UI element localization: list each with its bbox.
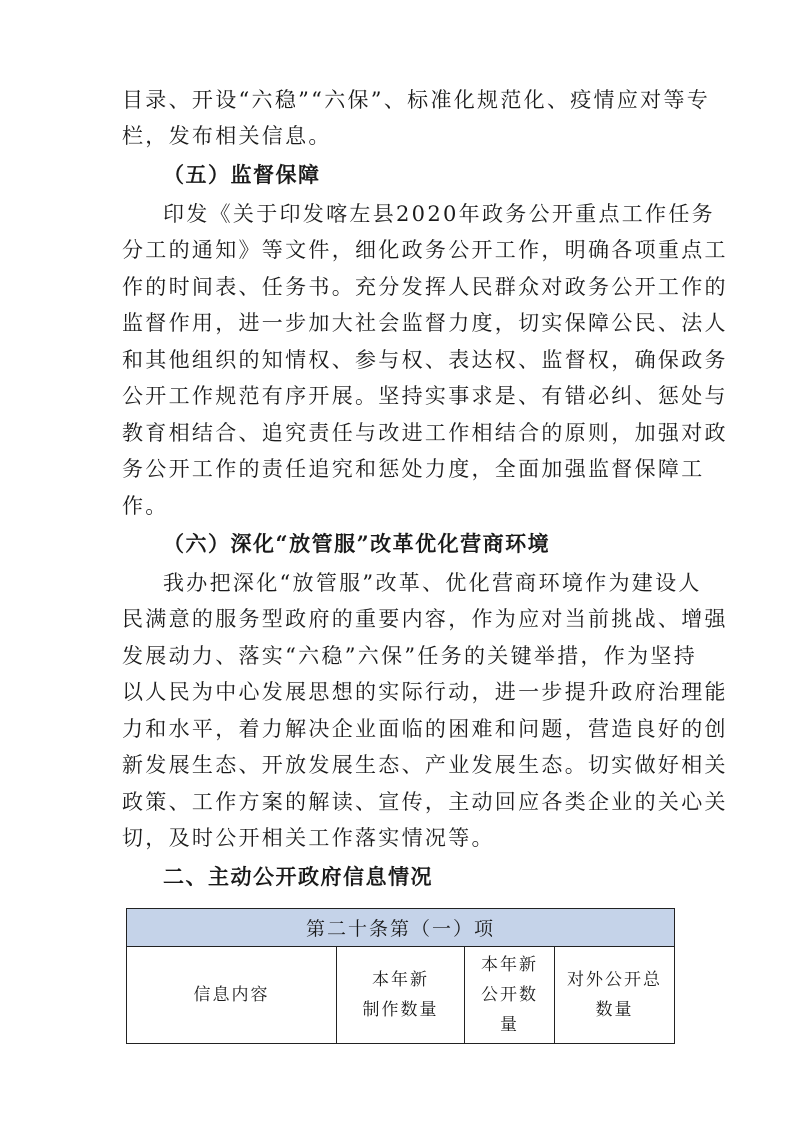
col-header-line: 本年新 (372, 970, 429, 990)
paragraph-line: 我办把深化“放管服”改革、优化营商环境作为建设人 (163, 571, 702, 595)
table-header-row (127, 947, 675, 1044)
paragraph-line: 政策、工作方案的解读、宣传，主动回应各类企业的关心关 (122, 790, 728, 814)
paragraph-line: 切，及时公开相关工作落实情况等。 (122, 826, 495, 850)
section-heading-reform: （六）深化“放管服”改革优化营商环境 (163, 531, 551, 556)
col-header-new-published (465, 947, 555, 1044)
paragraph-line: 民满意的服务型政府的重要内容，作为应对当前挑战、增强 (122, 607, 728, 631)
col-header-new-made (337, 947, 465, 1044)
col-header-line: 数量 (595, 1000, 634, 1020)
col-header-total-public (555, 947, 675, 1044)
paragraph-line: 务公开工作的责任追究和惩处力度，全面加强监督保障工 (122, 457, 705, 481)
col-header-line: 本年新 (481, 955, 538, 975)
paragraph-line: 作的时间表、任务书。充分发挥人民群众对政务公开工作的 (122, 275, 728, 299)
col-header-line: 量 (500, 1015, 519, 1035)
paragraph-line: 教育相结合、追究责任与改进工作相结合的原则，加强对政 (122, 421, 728, 445)
paragraph-line: 发展动力、落实“六稳”六保”任务的关键举措，作为坚持 (122, 644, 698, 668)
table-title: 第二十条第（一）项 (127, 909, 675, 947)
chapter-heading-public-info: 二、主动公开政府信息情况 (163, 864, 433, 889)
info-table (126, 908, 675, 1044)
paragraph-line: 监督作用，进一步加大社会监督力度，切实保障公民、法人 (122, 311, 728, 335)
paragraph-line: 新发展生态、开放发展生态、产业发展生态。切实做好相关 (122, 753, 728, 777)
section-heading-supervision: （五）监督保障 (163, 162, 321, 187)
table-title-row (127, 909, 675, 947)
paragraph-line: 栏，发布相关信息。 (122, 124, 332, 148)
paragraph-line: 印发《关于印发喀左县2020年政务公开重点工作任务 (163, 202, 715, 226)
col-header-line: 公开数 (481, 985, 538, 1005)
paragraph-line: 作。 (122, 494, 169, 518)
paragraph-line: 以人民为中心发展思想的实际行动，进一步提升政府治理能 (122, 680, 728, 704)
paragraph-line: 目录、开设“六稳”“六保”、标准化规范化、疫情应对等专 (122, 88, 711, 112)
paragraph-line: 和其他组织的知情权、参与权、表达权、监督权，确保政务 (122, 348, 728, 372)
paragraph-line: 分工的通知》等文件，细化政务公开工作，明确各项重点工 (122, 238, 728, 262)
col-header-line: 对外公开总 (567, 970, 662, 990)
paragraph-line: 公开工作规范有序开展。坚持实事求是、有错必纠、惩处与 (122, 384, 728, 408)
col-header-line: 制作数量 (362, 1000, 439, 1020)
paragraph-line: 力和水平，着力解决企业面临的困难和问题，营造良好的创 (122, 717, 728, 741)
col-header-info-content: 信息内容 (127, 947, 337, 1044)
